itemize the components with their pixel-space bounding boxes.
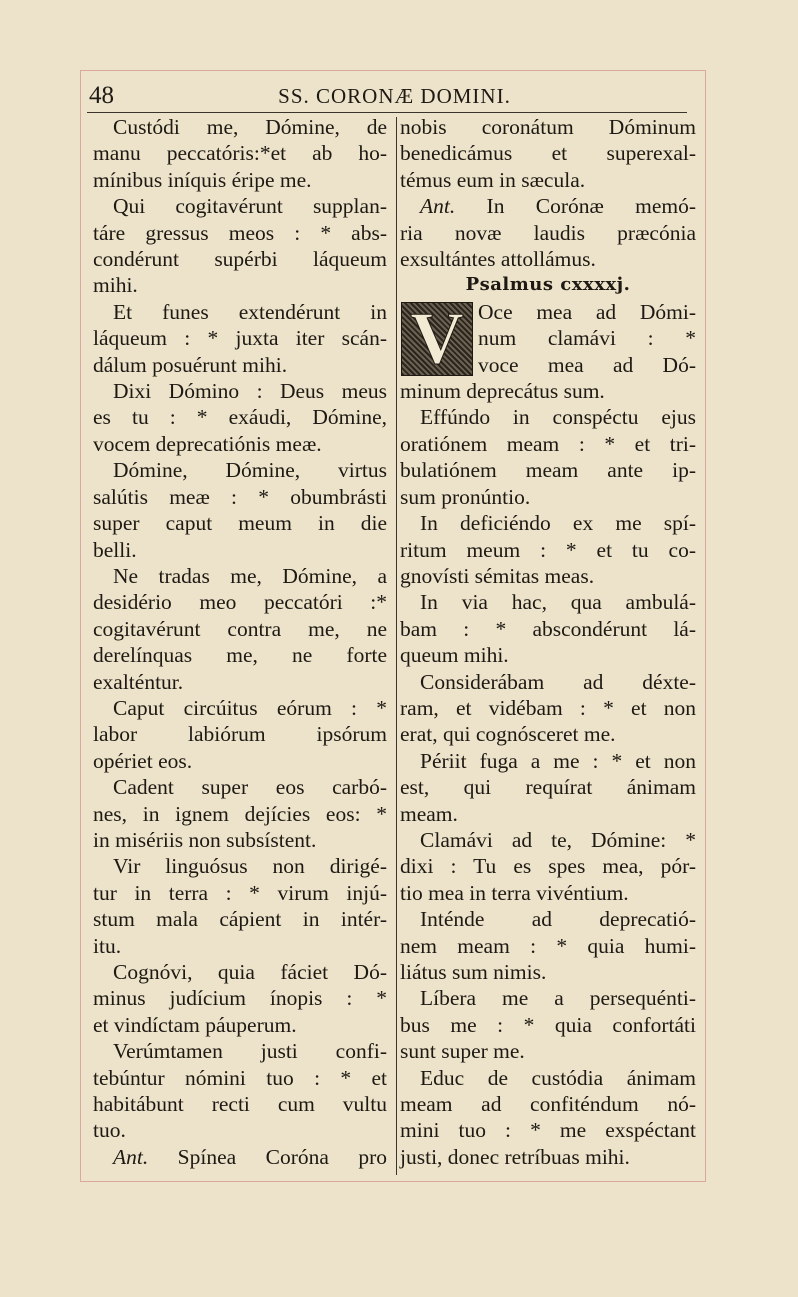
antiphon [93, 1144, 387, 1170]
verse [93, 299, 387, 378]
verse-line: sunt super me. [400, 1039, 525, 1064]
verse-line: in misériis non subsístent. [93, 827, 317, 852]
verse-line: justi, donec retríbuas mihi. [400, 1144, 630, 1169]
verse-line: Dixi Dómino : Deus meus [113, 379, 387, 404]
verse-line: dixi : Tu es spes mea, pór- [400, 854, 696, 879]
verse-line: erat, qui cognósceret me. [400, 722, 616, 747]
verse-line: láqueum : * juxta iter scán- [93, 326, 387, 351]
page-header [87, 82, 702, 112]
verse-line: vocem deprecatiónis meæ. [93, 431, 322, 456]
verse-line: Dómine, Dómine, virtus [113, 458, 387, 483]
verse-line: tebúntur nómini tuo : * et [93, 1065, 387, 1090]
verse-line: gnovísti sémitas meas. [400, 563, 595, 588]
antiphon-line: In Corónæ memó- [486, 194, 697, 219]
verse-line: Ne tradas me, Dómine, a [113, 563, 387, 588]
verse-line: est, qui requírat ánimam [400, 775, 696, 800]
verse [93, 378, 387, 457]
verse [93, 959, 387, 1038]
verse [93, 774, 387, 853]
verse [93, 114, 387, 193]
verse [400, 985, 696, 1064]
verse [93, 1038, 387, 1144]
verse-line: habitábunt recti cum vultu [93, 1092, 387, 1117]
verse-line: Vir linguósus non dirigé- [113, 854, 387, 879]
verse-line: voce mea ad Dó- [478, 352, 696, 377]
verse-line: dálum posuérunt mihi. [93, 352, 288, 377]
verse-line: Líbera me a persequénti- [420, 986, 696, 1011]
verse-line: super caput meum in die [93, 511, 387, 536]
verse-line: Clamávi ad te, Dómine: * [420, 827, 696, 852]
verse-line: bus me : * quia confortáti [400, 1012, 696, 1037]
verse-line: liátus sum nimis. [400, 960, 547, 984]
verse-line: In deficiéndo ex me spí- [420, 511, 696, 536]
psalm-title: Psalmus cxxxxj. [465, 274, 631, 296]
antiphon-label: Ant. [113, 1144, 149, 1169]
page-number: 48 [89, 82, 114, 109]
verse-line: témus eum in sæcula. [400, 167, 586, 192]
verse-line: cogitavérunt contra me, ne [93, 616, 387, 641]
verse [400, 404, 696, 510]
verse-line: bulatiónem meam ante ip- [400, 458, 696, 483]
verse-line: sum pronúntio. [400, 484, 531, 509]
antiphon-line: exsultántes attollámus. [400, 247, 596, 272]
verse-line: Custódi me, Dómine, de [113, 115, 387, 139]
column-divider [396, 117, 397, 1175]
verse-line: minus judícium ínopis : * [93, 986, 387, 1011]
verse [400, 827, 696, 906]
verse-line: belli. [93, 537, 137, 562]
left-column [93, 114, 387, 1170]
antiphon-text: Spínea Coróna pro [177, 1144, 388, 1169]
verse-line: meam ad confiténdum nó- [400, 1092, 696, 1117]
verse-line: et vindíctam páuperum. [93, 1012, 297, 1037]
verse-line: meam. [400, 801, 458, 826]
verse-line: es tu : * exáudi, Dómine, [93, 405, 387, 430]
verse-line: Considerábam ad déxte- [420, 669, 696, 694]
verse-line: minum deprecátus sum. [400, 379, 605, 404]
verse-line: Caput circúitus eórum : * [113, 695, 387, 720]
verse [93, 853, 387, 959]
verse-line: Effúndo in conspéctu ejus [420, 405, 696, 430]
verse-line: Qui cogitavérunt supplan- [113, 194, 387, 219]
drop-cap-initial: V [401, 302, 473, 376]
verse-line: itu. [93, 933, 122, 958]
verse [400, 510, 696, 589]
verse-line: Cadent super eos carbó- [113, 775, 387, 800]
verse-line: exalténtur. [93, 669, 184, 694]
verse-line: Cognóvi, quia fáciet Dó- [113, 960, 387, 984]
verse [400, 589, 696, 668]
verse-line: num clamávi : * [478, 326, 696, 351]
verse-line: mini tuo : * me exspéctant [400, 1118, 696, 1143]
verse-line: manu peccatóris:*et ab ho- [93, 141, 387, 166]
verse [93, 193, 387, 299]
verse-line: mínibus iníquis éripe me. [93, 167, 312, 192]
verse-line: condérunt supérbi láqueum [93, 247, 387, 272]
psalm-opening [400, 299, 696, 405]
antiphon-line: ria novæ laudis præcónia [400, 220, 696, 245]
verse-line: bam : * abscondérunt lá- [400, 616, 696, 641]
verse-line: mihi. [93, 273, 138, 298]
verse-line: Oce mea ad Dómi- [478, 299, 696, 324]
verse-line: In via hac, qua ambulá- [420, 590, 696, 615]
verse-line: Educ de custódia ánimam [420, 1065, 696, 1090]
verse [400, 748, 696, 827]
verse-line: tur in terra : * virum injú- [93, 880, 387, 905]
verse-line: derelínquas me, ne forte [93, 643, 387, 668]
verse [93, 457, 387, 563]
verse [400, 906, 696, 985]
verse-line: tio mea in terra vivéntium. [400, 880, 629, 905]
verse [400, 669, 696, 748]
verse-line: salútis meæ : * obumbrásti [93, 484, 387, 509]
verse-line: nobis coronátum Dóminum [400, 115, 696, 139]
verse-line: oratiónem meam : * et tri- [400, 431, 696, 456]
verse-line: stum mala cápient in intér- [93, 907, 387, 932]
verse [400, 1065, 696, 1171]
header-rule [87, 112, 687, 113]
antiphon-label: Ant. [420, 194, 456, 219]
verse-line: tuo. [93, 1118, 126, 1143]
verse-line: opériet eos. [93, 748, 193, 773]
verse-line: nes, in ignem dejícies eos: * [93, 801, 387, 826]
verse-line: táre gressus meos : * abs- [93, 220, 387, 245]
verse-line: benedicámus et superexal- [400, 141, 696, 166]
antiphon [400, 193, 696, 272]
verse-line: desidério meo peccatóri :* [93, 590, 387, 615]
verse-line: labor labiórum ipsórum [93, 722, 387, 747]
antiphon-continuation [400, 114, 696, 193]
verse-line: queum mihi. [400, 643, 509, 668]
verse-line: Périit fuga a me : * et non [420, 748, 696, 773]
verse-line: ritum meum : * et tu co- [400, 537, 696, 562]
verse [93, 695, 387, 774]
verse-line: Verúmtamen justi confi- [113, 1039, 387, 1064]
verse [93, 563, 387, 695]
right-column [400, 114, 696, 1170]
verse-line: nem meam : * quia humi- [400, 933, 696, 958]
verse-line: Et funes extendérunt in [113, 299, 387, 324]
verse-line: Inténde ad deprecatió- [420, 907, 696, 932]
running-title: SS. CORONÆ DOMINI. [278, 84, 511, 108]
verse-line: ram, et vidébam : * et non [400, 695, 696, 720]
